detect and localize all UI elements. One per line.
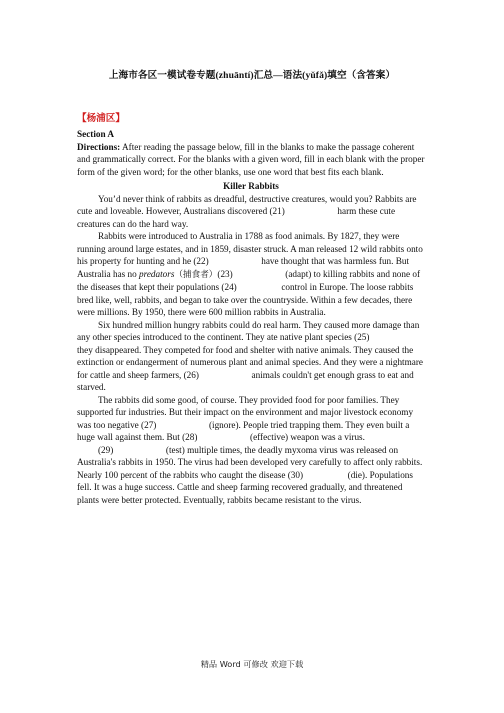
p2-text-b: have thought that was harmless fun. But Australia has no	[77, 256, 410, 279]
p3-text-c: animals couldn't get enough grass to eat and starved.	[77, 369, 414, 392]
page-footer: 精品 Word 可修改 欢迎下载	[200, 659, 304, 669]
p5-text-a: (29)	[98, 444, 116, 455]
directions-text: After reading the passage below, fill in the blanks to make the passage coherent and grammatically correct. For the blanks with a given word, fill in each blank with the proper form of the given word; for the other blanks, use one word that best fits each blank.	[77, 141, 425, 177]
section-label: Section A	[77, 129, 115, 139]
paragraph-3	[77, 319, 425, 394]
paragraph-1	[77, 193, 425, 231]
predators-gloss: （捕食者）	[174, 269, 218, 280]
paragraph-5	[77, 444, 425, 507]
paragraph-4	[77, 394, 425, 444]
document-body	[77, 128, 425, 506]
p2-text-d: (adapt) to killing rabbits and none of the diseases that kept their populations (24)	[77, 268, 421, 292]
p5-text-b: (test) multiple times, the deadly myxoma virus was released on Australia's rabbits in 1950. The virus had been developed very carefully to affect only rabbits. Nearly 100 percent of the rabbits who caught the disease (30)	[77, 444, 423, 480]
p2-text-e: control in Europe. The loose rabbits bred like, well, rabbits, and began to take over the countryside. Within a few decades, there were millions. By 1950, there were 600 million rabbits in Australia.	[77, 282, 414, 317]
p3-text-a: Six hundred million hungry rabbits could do real harm. They caused more damage than any other species introduced to the continent. They ate native plant species (25)	[77, 319, 420, 342]
paragraph-2	[77, 230, 425, 319]
p4-text-b: (ignore). People tried trapping them. They even built a huge wall against them. But (28)	[77, 419, 410, 442]
p3-text-b: they disappeared. They competed for food and shelter with native animals. They caused the extinction or endangerment of numerous plant and animal species. And they were a nightmare for cattle and sheep farmers, (26)	[77, 344, 423, 380]
p2-text-c: (23)	[217, 268, 235, 279]
district-heading: 【杨浦区】	[77, 113, 125, 124]
p1-text-a: You’d never think of rabbits as dreadful, destructive creatures, would you? Rabbits are cute and loveable. However, Australians discovered (21)	[77, 193, 417, 216]
p5-text-c: (die). Populations fell. It was a huge success. Cattle and sheep farming recovered gradually, and threatened plants were better protected. Eventually, rabbits became resistant to the virus.	[77, 469, 413, 505]
directions-label: Directions:	[77, 141, 121, 152]
predators-word: predators	[139, 268, 175, 279]
p2-text-a: Rabbits were introduced to Australia in 1788 as food animals. By 1827, they were running around large estates, and in 1859, disaster struck. A man released 12 wild rabbits onto his property for hunting and he (22)	[77, 231, 423, 266]
p1-text-b: harm these cute creatures can do the hard way.	[77, 206, 396, 229]
page-title: 上海市各区一模试卷专题(zhuāntí)汇总—语法(yǔfǎ)填空（含答案）	[108, 70, 396, 81]
passage-title: Killer Rabbits	[223, 181, 279, 191]
p4-text-c: (effective) weapon was a virus.	[247, 432, 365, 442]
directions	[77, 141, 425, 179]
p4-text-a: The rabbits did some good, of course. They provided food for poor families. They supported fur industries. But their impact on the environment and major livestock economy was too negative (27)	[77, 394, 414, 430]
